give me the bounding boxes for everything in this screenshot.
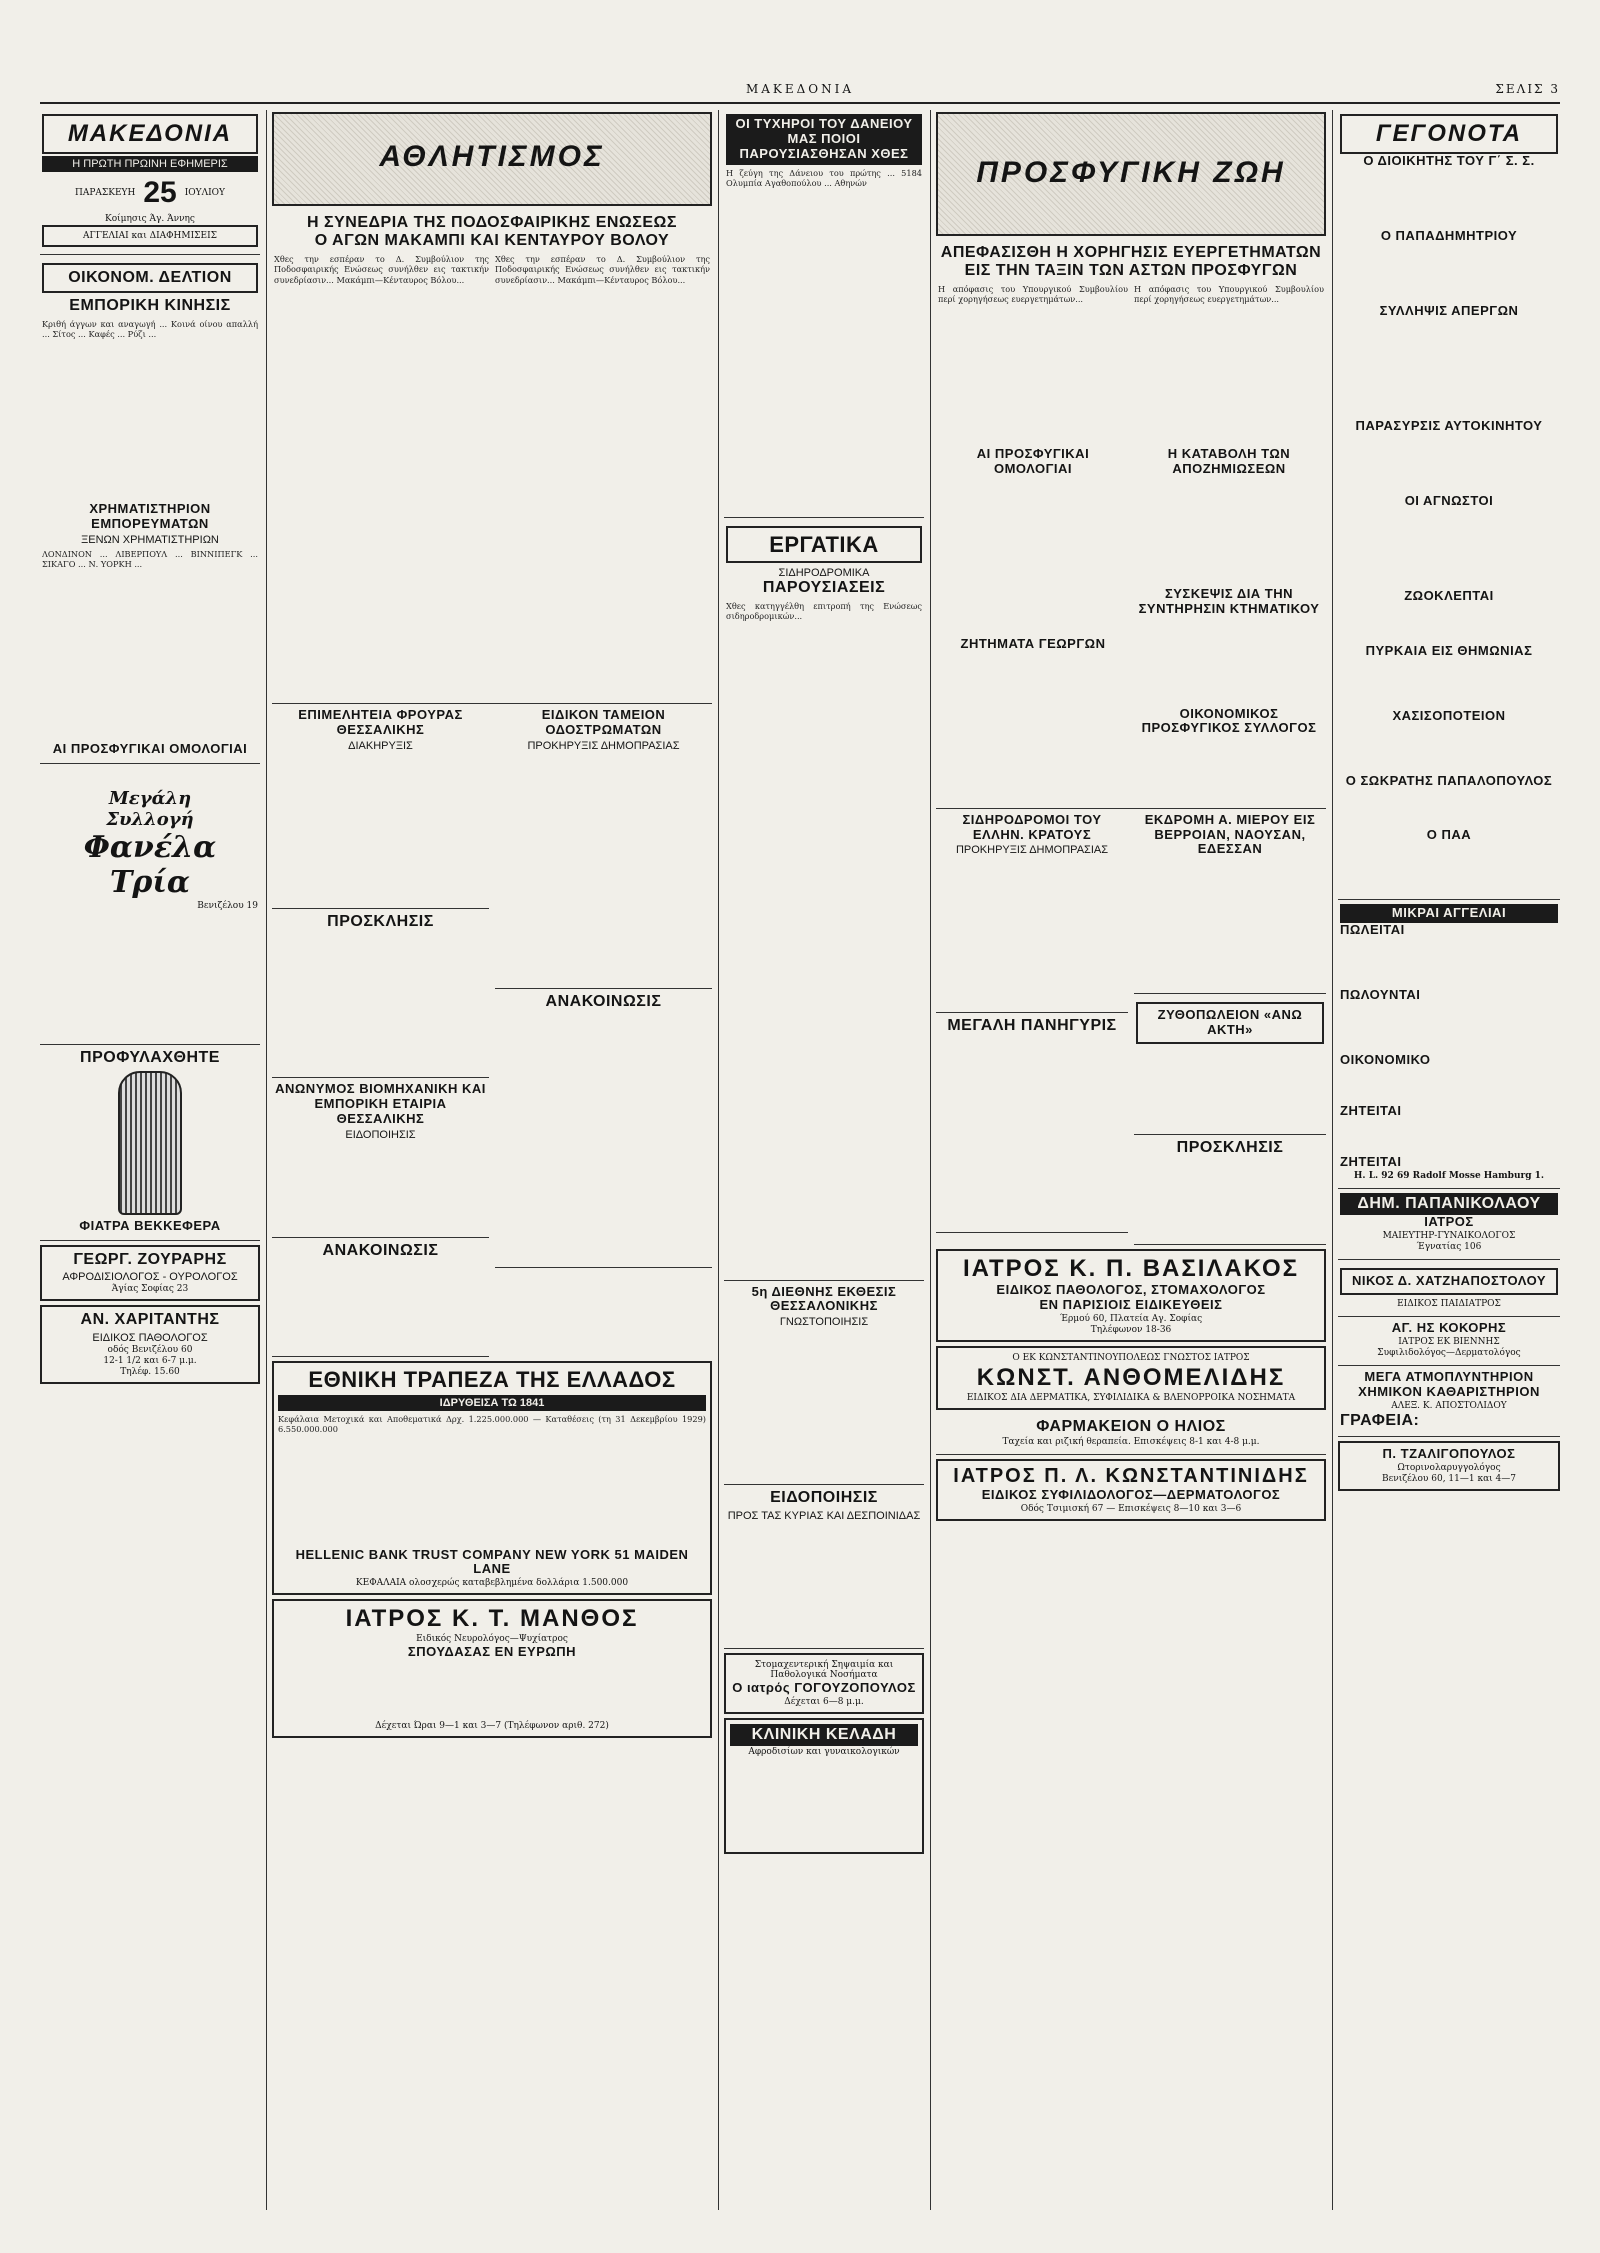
fortress-subtitle: ΔΙΑΚΗΡΥΞΙΣ (348, 739, 413, 752)
column-5 (1338, 110, 1560, 2210)
ad-fanela-line-4: Τρία (110, 864, 190, 900)
refugee-headline: ΑΠΕΦΑΣΙΣΘΗ Η ΧΟΡΗΓΗΣΙΣ ΕΥΕΡΓΕΤΗΜΑΤΩΝ ΕΙΣ ΤΗΝ ΤΑΞΙΝ ΤΩΝ ΑΣΤΩΝ ΠΡΟΣΦΥΓΩΝ (940, 244, 1322, 280)
ad-kelady-sub: Αφροδισίων και γυναικολογικών (748, 1747, 900, 1758)
refugee-article-columns (938, 281, 1324, 802)
bank-founded: ΙΔΡΥΘΕΙΣΑ ΤΩ 1841 (278, 1395, 706, 1411)
ad-fanela-line-3: Φανέλα (83, 829, 217, 865)
ad-kokoris-name: ΑΓ. ΗΣ ΚΟΚΟΡΗΣ (1391, 1320, 1507, 1336)
ad-konstantinidis-name: ΙΑΤΡΟΣ Π. Λ. ΚΩΝΣΤΑΝΤΙΝΙΔΗΣ (953, 1464, 1309, 1487)
ad-konstantinidis-role: ΕΙΔΙΚΟΣ ΣΥΦΙΛΙΔΟΛΟΓΟΣ—ΔΕΡΜΑΤΟΛΟΓΟΣ (981, 1486, 1281, 1502)
events-sub-3: ΣΥΛΛΗΨΙΣ ΑΠΕΡΓΩΝ (1379, 302, 1519, 318)
small-ad-5-address: H. L. 92 69 Radolf Mosse Hamburg 1. (1353, 1171, 1545, 1181)
ad-fanela-line-2: Συλλογή (106, 808, 194, 830)
sports-text-a: Χθες την εσπέραν το Δ. Συμβούλιον της Ποδοσφαιρικής Ενώσεως συνήλθεν εις τακτικήν συνεδρίασιν... Μακάμπι—Κένταυρος Βόλου... (274, 253, 489, 285)
refugee-header-sketch (936, 112, 1326, 236)
ad-zourarhs-role: ΑΦΡΟΔΙΣΙΟΛΟΓΟΣ - ΟΥΡΟΛΟΓΟΣ (62, 1271, 238, 1284)
fair-title: 5η ΔΙΕΘΝΗΣ ΕΚΘΕΣΙΣ ΘΕΣΣΑΛΟΝΙΚΗΣ (751, 1283, 897, 1314)
festival-title: ΜΕΓΑΛΗ ΠΑΝΗΓΥΡΙΣ (947, 1017, 1117, 1035)
small-ads-title: ΜΙΚΡΑΙ ΑΓΓΕΛΙΑΙ (1340, 904, 1558, 923)
presentations-title: ΠΑΡΟΥΣΙΑΣΕΙΣ (762, 579, 886, 597)
ad-chatziapostolou (1338, 1260, 1560, 1317)
labor-title: ΕΡΓΑΤΙΚΑ (726, 526, 922, 563)
excursion-title: ΕΚΔΡΟΜΗ Α. ΜΙΕΡΟΥ ΕΙΣ ΒΕΡΡΟΙΑΝ, ΝΑΟΥΣΑΝ, ΕΔΕΣΣΑΝ (1144, 811, 1316, 857)
fair-notice (724, 1281, 924, 1486)
excursion-notice (1134, 809, 1326, 995)
sports-article (272, 210, 712, 704)
refugee-header-title: ΠΡΟΣΦΥΓΙΚΗ ΖΩΗ (976, 156, 1286, 189)
ad-gogouzopoulos-hours: Δέχεται 6—8 μ.μ. (784, 1696, 864, 1707)
ad-papanikolaou-address: Έγνατίας 106 (1416, 1242, 1482, 1253)
paper-logo: ΜΑΚΕΔΟΝΙΑ (42, 114, 258, 154)
ad-charitantis-role: ΕΙΔΙΚΟΣ ΠΑΘΟΛΟΓΟΣ (92, 1331, 208, 1344)
refugee-sub-3: ΖΗΤΗΜΑΤΑ ΓΕΩΡΓΩΝ (960, 635, 1106, 651)
events-sub-10: Ο ΠΑΑ (1426, 827, 1472, 843)
small-ad-3: ΟΙΚΟΝΟΜΙΚΟ (1340, 1052, 1431, 1068)
ad-charitantis-name: ΑΝ. ΧΑΡΙΤΑΝΤΗΣ (80, 1311, 220, 1329)
bourse-subtitle: ΞΕΝΩΝ ΧΡΗΜΑΤΙΣΤΗΡΙΩΝ (81, 533, 219, 546)
announcement-1-title: ΑΝΑΚΟΙΝΩΣΙΣ (545, 992, 662, 1010)
ad-charitantis (40, 1305, 260, 1383)
refugee-sub-1: ΑΙ ΠΡΟΣΦΥΓΙΚΑΙ ΟΜΟΛΟΓΙΑΙ (976, 445, 1090, 476)
ad-cleaner (1338, 1366, 1560, 1437)
lottery-article (724, 110, 924, 518)
ad-tzaligopoulos-role: Ωτορινολαρυγγολόγος (1397, 1463, 1501, 1474)
ad-gogouzopoulos-name: Ο ιατρός ΓΟΓΟΥΖΟΠΟΥΛΟΣ (732, 1679, 916, 1695)
events-sub-8: ΧΑΣΙΣΟΠΟΤΕΙΟΝ (1392, 707, 1506, 723)
sports-headline-2: Ο ΑΓΩΝ ΜΑΚΑΜΠΙ ΚΑΙ ΚΕΝΤΑΥΡΟΥ ΒΟΛΟΥ (314, 232, 670, 250)
ad-tzaligopoulos (1338, 1441, 1560, 1491)
masthead-page-number: ΣΕΛΙΣ 3 (1495, 82, 1560, 96)
labor-subtitle: ΣΙΔΗΡΟΔΡΟΜΙΚΑ (778, 567, 870, 580)
refugee-bonds-title: ΑΙ ΠΡΟΣΦΥΓΙΚΑΙ ΟΜΟΛΟΓΙΑΙ (52, 740, 248, 756)
events-sub-5: ΟΙ ΑΓΝΩΣΤΟΙ (1404, 492, 1494, 508)
ad-vasilakos-phone: Τηλέφωνον 18-36 (1090, 1324, 1172, 1335)
small-ad-5: ΖΗΤΕΙΤΑΙ (1340, 1154, 1402, 1170)
ladies-notice-title: ΕΙΔΟΠΟΙΗΣΙΣ (770, 1489, 878, 1507)
invitation-notice (272, 909, 489, 1078)
economy-section (40, 255, 260, 764)
col4-invitation (1134, 1135, 1326, 1244)
events-sub-6: ΖΩΟΚΛΕΠΤΑΙ (1404, 587, 1494, 603)
fortress-title: ΕΠΙΜΕΛΗΤΕΙΑ ΦΡΟΥΡΑΣ ΘΕΣΣΑΛΙΚΗΣ (298, 706, 463, 737)
ad-charitantis-hours: 12-1 1/2 και 6-7 μ.μ. (103, 1355, 197, 1366)
ad-papanikolaou-role: ΙΑΤΡΟΣ (1424, 1214, 1474, 1230)
ad-pharmacy-name: ΦΑΡΜΑΚΕΙΟΝ Ο ΗΛΙΟΣ (1036, 1417, 1226, 1435)
ad-konstantinidis (936, 1459, 1326, 1521)
ads-notice: ΑΓΓΕΛΙΑΙ και ΔΙΑΦΗΜΙΣΕΙΣ (42, 225, 258, 247)
refugee-sub-5: ΟΙΚΟΝΟΜΙΚΟΣ ΠΡΟΣΦΥΓΙΚΟΣ ΣΥΛΛΟΓΟΣ (1141, 705, 1317, 736)
sports-text-b: Χθες την εσπέραν το Δ. Συμβούλιον της Ποδοσφαιρικής Ενώσεως συνήλθεν εις τακτικήν συνεδρίασιν... Μακάμπι—Κένταυρος Βόλου... (495, 253, 710, 285)
small-ads-section (1338, 900, 1560, 1189)
announcement-2-title: ΑΝΑΚΟΙΝΩΣΙΣ (322, 1241, 439, 1259)
brewery-title: ΖΥΘΟΠΩΛΕΙΟΝ «ΑΝΩ ΑΚΤΗ» (1136, 1002, 1324, 1044)
saint-of-day: Κοίμησις Άγ. Άννης (105, 214, 195, 224)
ad-fanela (40, 764, 260, 1045)
ad-zourarhs-name: ΓΕΩΡΓ. ΖΟΥΡΑΡΗΣ (73, 1250, 227, 1268)
ad-papanikolaou (1338, 1189, 1560, 1260)
events-sub-7: ΠΥΡΚΑΙΑ ΕΙΣ ΘΗΜΩΝΙΑΣ (1365, 642, 1533, 658)
column-rule (930, 110, 931, 2210)
column-4 (936, 110, 1326, 2210)
ad-vasilakos-study: ΕΝ ΠΑΡΙΣΙΟΙΣ ΕΙΔΙΚΕΥΘΕΙΣ (1039, 1296, 1223, 1312)
col4-notices-row (936, 809, 1326, 1245)
paper-logo-sub: Η ΠΡΩΤΗ ΠΡΩΙΝΗ ΕΦΗΜΕΡΙΣ (42, 156, 258, 172)
ad-anthomelidis-name: ΚΩΝΣΤ. ΑΝΘΟΜΕΛΙΔΗΣ (976, 1363, 1286, 1391)
column-1 (40, 110, 260, 2210)
ad-cleaner-title: ΜΕΓΑ ΑΤΜΟΠΛΥΝΤΗΡΙΟΝ ΧΗΜΙΚΟΝ ΚΑΘΑΡΙΣΤΗΡΙΟΝ (1358, 1369, 1540, 1400)
company-title: ΑΝΩΝΥΜΟΣ ΒΙΟΜΗΧΑΝΙΚΗ ΚΑΙ ΕΜΠΟΡΙΚΗ ΕΤΑΙΡΙΑ ΘΕΣΣΑΛΙΚΗΣ (275, 1081, 486, 1126)
trade-title: ΕΜΠΟΡΙΚΗ ΚΙΝΗΣΙΣ (69, 297, 231, 315)
ad-vasilakos (936, 1249, 1326, 1342)
ad-tzaligopoulos-name: Π. ΤΖΑΛΙΓΟΠΟΥΛΟΣ (1382, 1446, 1516, 1462)
refugee-sub-4: ΣΥΣΚΕΨΙΣ ΔΙΑ ΤΗΝ ΣΥΝΤΗΡΗΣΙΝ ΚΤΗΜΑΤΙΚΟΥ (1138, 585, 1320, 616)
festival-notice (936, 1013, 1128, 1232)
bourse-title: ΧΡΗΜΑΤΙΣΤΗΡΙΟΝ ΕΜΠΟΡΕΥΜΑΤΩΝ (89, 500, 211, 531)
ladies-notice-subtitle: ΠΡΟΣ ΤΑΣ ΚΥΡΙΑΣ ΚΑΙ ΔΕΣΠΟΙΝΙΔΑΣ (727, 1509, 921, 1522)
labor-text: Χθες κατηγγέλθη επιτροπή της Ενώσεως σιδηροδρομικών... (726, 600, 922, 621)
roads-fund-notice (495, 704, 712, 989)
refugee-text-b: Η απόφασις του Υπουργικού Συμβουλίου περί χορηγήσεως ευεργετημάτων... (1134, 283, 1324, 305)
column-rule (718, 110, 719, 2210)
bank-title: ΕΘΝΙΚΗ ΤΡΑΠΕΖΑ ΤΗΣ ΕΛΛΑΔΟΣ (308, 1367, 676, 1393)
invitation-title: ΠΡΟΣΚΛΗΣΙΣ (327, 912, 434, 930)
sports-header-sketch (272, 112, 712, 206)
refugee-sub-2: Η ΚΑΤΑΒΟΛΗ ΤΩΝ ΑΠΟΖΗΜΙΩΣΕΩΝ (1167, 445, 1291, 476)
notices-row (272, 704, 712, 1357)
ad-pharmacy-text: Ταχεία και ριζική θεραπεία. Επισκέψεις 8-1 και 4-8 μ.μ. (1002, 1436, 1260, 1447)
date-number: 25 (143, 176, 177, 209)
company-subtitle: ΕΙΔΟΠΟΙΗΣΙΣ (345, 1128, 416, 1141)
column-rule (1332, 110, 1333, 2210)
logo-box (40, 110, 260, 255)
events-sub-9: Ο ΣΩΚΡΑΤΗΣ ΠΑΠΑΛΟΠΟΥΛΟΣ (1345, 772, 1553, 788)
events-sub-2: Ο ΠΑΠΑΔΗΜΗΤΡΙΟΥ (1380, 227, 1518, 243)
notices-left (272, 704, 489, 1357)
ad-papanikolaou-name: ΔΗΜ. ΠΑΠΑΝΙΚΟΛΑΟΥ (1340, 1193, 1558, 1215)
ad-vasilakos-name: ΙΑΤΡΟΣ Κ. Π. ΒΑΣΙΛΑΚΟΣ (962, 1254, 1300, 1282)
announcement-2 (272, 1238, 489, 1357)
ad-vekkefera-product: ΦΙΑΤΡΑ ΒΕΚΚΕΦΕΡΑ (79, 1217, 221, 1233)
column-rule (266, 110, 267, 2210)
trade-text: Κριθή άγγων και αναγωγή ... Κοινά οίνου απαλλή ... Σίτος ... Καφές ... Ρύζι ... (42, 318, 258, 340)
ad-chatziapostolou-name: ΝΙΚΟΣ Δ. ΧΑΤΖΗΑΠΟΣΤΟΛΟΥ (1340, 1268, 1558, 1295)
ad-fanela-address: Βενιζέλου 19 (197, 900, 258, 911)
brewery-notice (1134, 994, 1326, 1135)
ad-manthos-hours: Δέχεται Ώραι 9—1 και 3—7 (Τηλέφωνον αριθ. 272) (375, 1721, 609, 1732)
notices-right (495, 704, 712, 1357)
sports-headline-1: Η ΣΥΝΕΔΡΙΑ ΤΗΣ ΠΟΔΟΣΦΑΙΡΙΚΗΣ ΕΝΩΣΕΩΣ (307, 214, 677, 231)
ad-kokoris-spec: Συφιλιδολόγος—Δερματολόγος (1377, 1348, 1521, 1359)
sports-header-title: ΑΘΛΗΤΙΣΜΟΣ (379, 140, 605, 173)
national-bank-ad (272, 1361, 712, 1595)
ad-vasilakos-role: ΕΙΔΙΚΟΣ ΠΑΘΟΛΟΓΟΣ, ΣΤΟΜΑΧΟΛΟΓΟΣ (996, 1281, 1266, 1297)
ad-cleaner-label: ΓΡΑΦΕΙΑ: (1340, 1412, 1420, 1430)
ad-kokoris (1338, 1317, 1560, 1366)
ad-chatziapostolou-role: ΕΙΔΙΚΟΣ ΠΑΙΔΙΑΤΡΟΣ (1397, 1299, 1501, 1310)
ad-vasilakos-address: Έρμού 60, Πλατεία Αγ. Σοφίας (1059, 1313, 1203, 1324)
ad-vekkefera (40, 1045, 260, 1241)
ad-tzaligopoulos-address: Βενιζέλου 60, 11—1 και 4—7 (1381, 1474, 1517, 1485)
ad-anthomelidis-pre: Ο ΕΚ ΚΩΝΣΤΑΝΤΙΝΟΥΠΟΛΕΩΣ ΓΝΩΣΤΟΣ ΙΑΤΡΟΣ (1012, 1352, 1250, 1363)
ad-kokoris-role: ΙΑΤΡΟΣ ΕΚ ΒΙΕΝΝΗΣ (1398, 1337, 1500, 1348)
ad-manthos (272, 1599, 712, 1738)
fortress-notice (272, 704, 489, 909)
events-sub-4: ΠΑΡΑΣΥΡΣΙΣ ΑΥΤΟΚΙΝΗΤΟΥ (1355, 417, 1543, 433)
ad-gogouzopoulos-text: Στομαχεντερική Σηψαιμία και Παθολογικά Νοσήματα (754, 1659, 894, 1680)
ladies-notice (724, 1485, 924, 1648)
ad-papanikolaou-spec: ΜΑΙΕΥΤΗΡ-ΓΥΝΑΙΚΟΛΟΓΟΣ (1382, 1231, 1516, 1242)
events-sub-1: Ο ΔΙΟΙΚΗΤΗΣ ΤΟΥ Γ΄ Σ. Σ. (1363, 153, 1535, 168)
ad-pharmacy (936, 1414, 1326, 1455)
lottery-headline: ΟΙ ΤΥΧΗΡΟΙ ΤΟΥ ΔΑΝΕΙΟΥ ΜΑΣ ΠΟΙΟΙ ΠΑΡΟΥΣΙΑΣΘΗΣΑΝ ΧΘΕΣ (726, 114, 922, 165)
roads-fund-title: ΕΙΔΙΚΟΝ ΤΑΜΕΙΟΝ ΟΔΟΣΤΡΩΜΑΤΩΝ (541, 706, 666, 737)
labor-section (724, 518, 924, 1281)
ad-charitantis-address: οδός Βενιζέλου 60 (107, 1344, 193, 1355)
railways-subtitle: ΠΡΟΚΗΡΥΞΙΣ ΔΗΜΟΠΡΑΣΙΑΣ (955, 844, 1109, 857)
railways-notice (936, 809, 1128, 1014)
ad-zourarhs-address: Άγίας Σοφίας 23 (111, 1284, 189, 1295)
company-notice (272, 1078, 489, 1238)
events-section (1338, 110, 1560, 900)
date-box (42, 176, 258, 210)
masthead (40, 80, 1560, 104)
refugee-article (936, 240, 1326, 809)
ad-charitantis-phone: Τηλέφ. 15.60 (120, 1366, 180, 1377)
economy-title: ΟΙΚΟΝΟΜ. ΔΕΛΤΙΟΝ (42, 263, 258, 293)
column-3 (724, 110, 924, 2210)
bottle-image (118, 1071, 182, 1215)
events-title: ΓΕΓΟΝΟΤΑ (1340, 114, 1558, 154)
ad-gogouzopoulos (724, 1653, 924, 1714)
ad-cleaner-owner: ΑΛΕΞ. Κ. ΑΠΟΣΤΟΛΙΔΟΥ (1391, 1401, 1507, 1412)
col4-invitation-title: ΠΡΟΣΚΛΗΣΙΣ (1176, 1139, 1284, 1157)
bourse-text: ΛΟΝΔΙΝΟΝ ... ΛΙΒΕΡΠΟΥΛ ... ΒΙΝΝΙΠΕΓΚ ... ΣΙΚΑΓΟ ... Ν. ΥΟΡΚΗ ... (42, 548, 258, 570)
column-2 (272, 110, 712, 2210)
announcement-1 (495, 989, 712, 1268)
ad-anthomelidis-role: ΕΙΔΙΚΟΣ ΔΙΑ ΔΕΡΜΑΤΙΚΑ, ΣΥΦΙΛΙΔΙΚΑ & ΒΛΕΝΟΡΡΟΙΚΑ ΝΟΣΗΜΑΤΑ (966, 1392, 1296, 1403)
ad-anthomelidis (936, 1346, 1326, 1410)
roads-fund-subtitle: ΠΡΟΚΗΡΥΞΙΣ ΔΗΜΟΠΡΑΣΙΑΣ (527, 739, 680, 752)
ad-manthos-role: Ειδικός Νευρολόγος—Ψυχίατρος (416, 1634, 568, 1645)
ad-konstantinidis-text: Οδός Τσιμισκή 67 — Επισκέψεις 8—10 και 3—6 (1020, 1503, 1242, 1514)
ad-kelady (724, 1718, 924, 1854)
bank-capital: ΚΕΦΑΛΑΙΑ ολοσχερώς καταβεβλημένα δολλάρια 1.500.000 (355, 1578, 629, 1589)
refugee-text-a: Η απόφασις του Υπουργικού Συμβουλίου περί χορηγήσεως ευεργετημάτων... (938, 283, 1128, 305)
ad-vekkefera-title: ΠΡΟΦΥΛΑΧΘΗΤΕ (80, 1048, 220, 1066)
small-ad-4: ΖΗΤΕΙΤΑΙ (1340, 1103, 1402, 1119)
small-ad-2: ΠΩΛΟΥΝΤΑΙ (1340, 987, 1421, 1003)
ad-fanela-line-1: Μεγάλη (108, 787, 192, 809)
ad-zourarhs (40, 1245, 260, 1301)
bank-text: Κεφάλαια Μετοχικά και Αποθεματικά Δρχ. 1.225.000.000 — Καταθέσεις (τη 31 Δεκεμβρίου 1929) 6.550.000.000 (278, 1413, 706, 1435)
ad-manthos-name: ΙΑΤΡΟΣ Κ. Τ. ΜΑΝΘΟΣ (345, 1605, 639, 1633)
small-ad-1: ΠΩΛΕΙΤΑΙ (1340, 922, 1405, 938)
masthead-paper-name: ΜΑΚΕΔΟΝΙΑ (745, 82, 855, 96)
railways-title: ΣΙΔΗΡΟΔΡΟΜΟΙ ΤΟΥ ΕΛΛΗΝ. ΚΡΑΤΟΥΣ (962, 811, 1102, 842)
sports-article-columns (274, 251, 710, 697)
lottery-text: Η ζεύγη της Δάνειου του πρώτης ... 5184 Ολυμπία Αγαθοπούλου ... Αθηνών (726, 167, 922, 189)
ad-kelady-title: ΚΛΙΝΙΚΗ ΚΕΛΑΔΗ (730, 1724, 918, 1746)
ad-manthos-study: ΣΠΟΥΔΑΣΑΣ ΕΝ ΕΥΡΩΠΗ (407, 1644, 577, 1660)
date-day: ΠΑΡΑΣΚΕΥΗ (75, 188, 136, 198)
bank-ny-branch: HELLENIC BANK TRUST COMPANY NEW YORK 51 MAIDEN LANE (295, 1546, 689, 1577)
date-month: ΙΟΥΛΙΟΥ (184, 188, 225, 198)
fair-subtitle: ΓΝΩΣΤΟΠΟΙΗΣΙΣ (779, 1316, 869, 1329)
